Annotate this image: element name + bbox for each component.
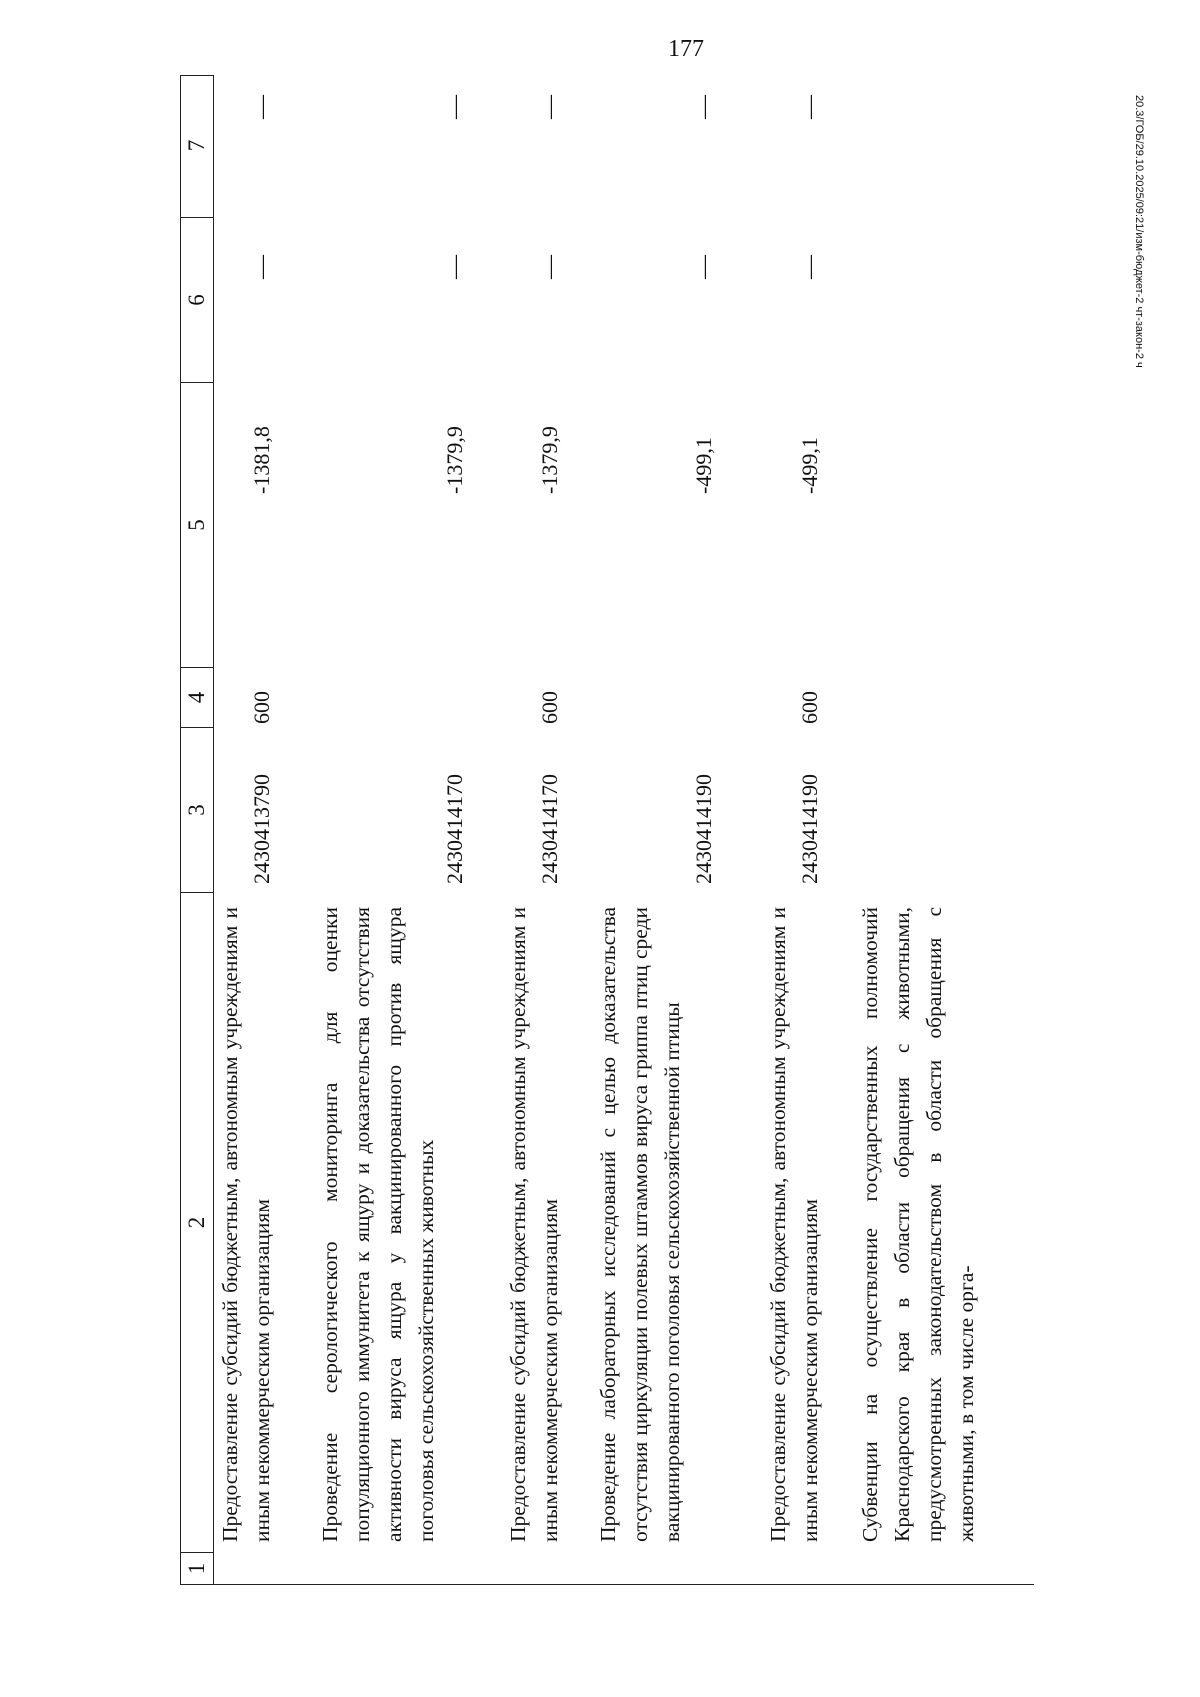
row-description: Предоставление субсидий бюджетным, автономным учреждениям и иным некоммерческим организациям bbox=[766, 907, 822, 1542]
row-col7-dash: — bbox=[537, 95, 563, 119]
row-col6-dash: — bbox=[797, 255, 823, 279]
row-type: 600 bbox=[797, 691, 822, 724]
row-code: 2430413790 bbox=[249, 774, 274, 884]
row-col7-dash: — bbox=[797, 95, 823, 119]
table-header-row bbox=[180, 75, 214, 1585]
row-code: 2430414170 bbox=[442, 774, 467, 884]
row-description: Субвенции на осуществление государственных полномочий Краснодарского края в области обращения с животными, предусмотренных законодательством в области обращения с животными, в том числе орга- bbox=[858, 907, 978, 1542]
row-code: 2430414190 bbox=[691, 774, 716, 884]
row-col6-dash: — bbox=[691, 255, 717, 279]
row-amount: -1381,8 bbox=[249, 426, 274, 494]
row-col7-dash: — bbox=[249, 95, 275, 119]
header-col-3: 3 bbox=[181, 727, 213, 892]
row-col6-dash: — bbox=[249, 255, 275, 279]
row-description: Предоставление субсидий бюджетным, автономным учреждениям и иным некоммерческим организациям bbox=[506, 907, 562, 1542]
header-col-6: 6 bbox=[181, 217, 213, 382]
row-code: 2430414190 bbox=[797, 774, 822, 884]
header-col-7: 7 bbox=[184, 139, 209, 152]
header-col-4: 4 bbox=[181, 667, 213, 727]
row-code: 2430414170 bbox=[537, 774, 562, 884]
row-description: Предоставление субсидий бюджетным, автономным учреждениям и иным некоммерческим организациям bbox=[218, 907, 274, 1542]
row-col6-dash: — bbox=[442, 255, 468, 279]
table-body bbox=[214, 75, 1034, 1585]
row-amount: -1379,9 bbox=[442, 426, 467, 494]
row-type: 600 bbox=[249, 691, 274, 724]
row-amount: -499,1 bbox=[797, 437, 822, 494]
header-col-2: 2 bbox=[181, 892, 213, 1552]
row-col6-dash: — bbox=[537, 255, 563, 279]
header-col-1: 1 bbox=[181, 1552, 213, 1584]
row-amount: -1379,9 bbox=[537, 426, 562, 494]
page-number: 177 bbox=[668, 36, 704, 62]
document-footer-code: 20.3/ГОБ/29.10.2025/09:21/изм-бюджет-2 чт-закон-2 ч bbox=[1133, 95, 1145, 368]
row-col7-dash: — bbox=[442, 95, 468, 119]
row-col7-dash: — bbox=[691, 95, 717, 119]
row-type: 600 bbox=[537, 691, 562, 724]
budget-table bbox=[180, 75, 1040, 1585]
row-amount: -499,1 bbox=[691, 437, 716, 494]
row-description: Проведение серологического мониторинга для оценки популяционного иммунитета к ящуру и доказательства отсутствия активности вируса ящура у вакцинированного против ящура поголовья сельскохозяйственных животных bbox=[318, 907, 438, 1542]
header-col-5: 5 bbox=[181, 382, 213, 667]
row-description: Проведение лабораторных исследований с целью доказательства отсутствия циркуляции полевых штаммов вируса гриппа птиц среди вакцинированного поголовья сельскохозяйственной птицы bbox=[596, 907, 684, 1542]
